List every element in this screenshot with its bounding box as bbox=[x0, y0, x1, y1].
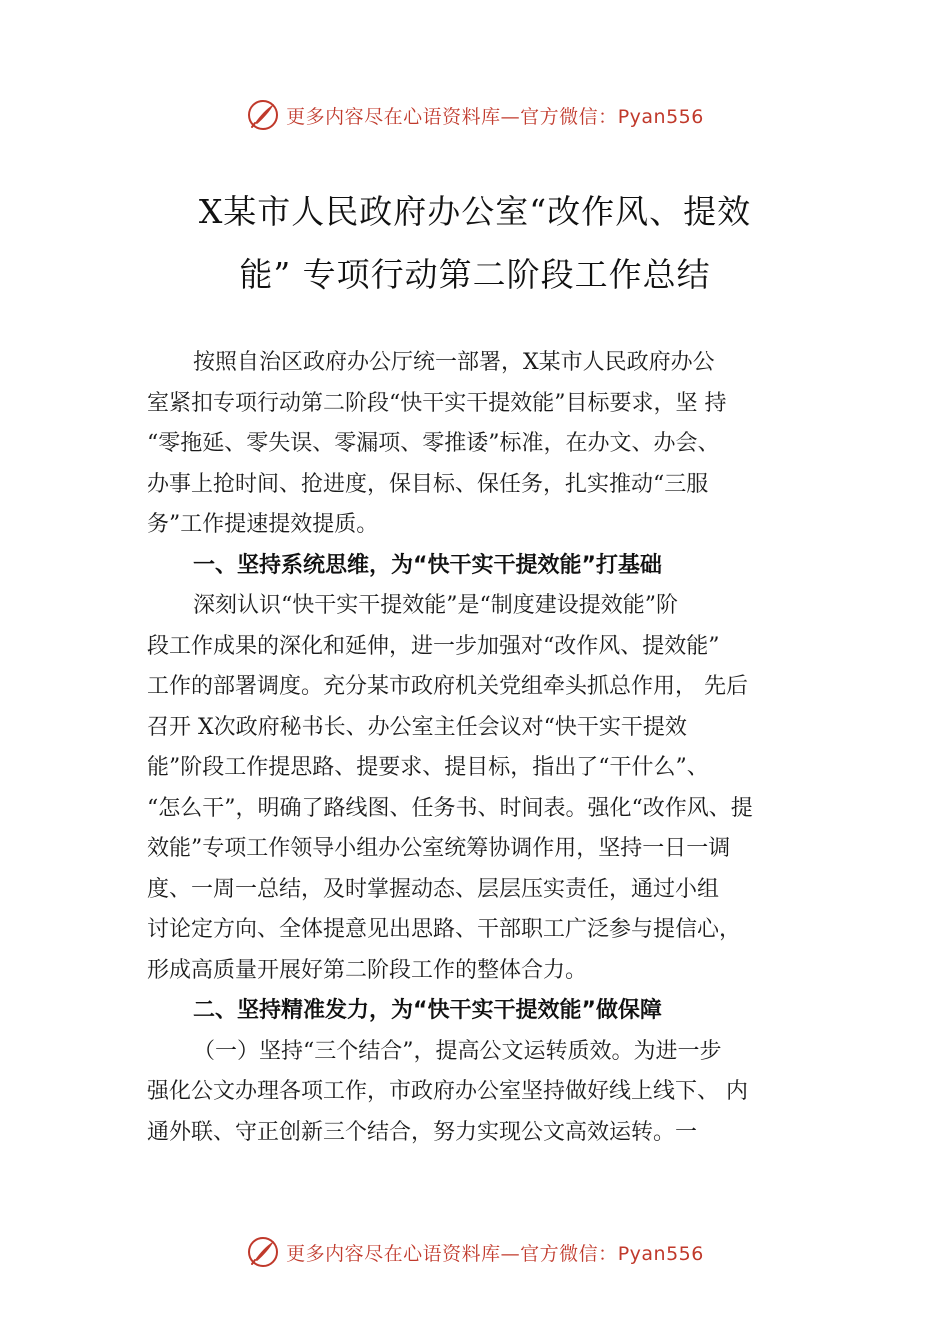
text-line: “零拖延、零失误、零漏项、零推诿”标准，在办文、办会、 bbox=[147, 431, 720, 456]
watermark-label: 官方微信： bbox=[520, 105, 618, 128]
title-line-2: 能” 专项行动第二阶段工作总结 bbox=[239, 255, 711, 294]
section-heading-2: 二、坚持精准发力，为“快干实干提效能”做保障 bbox=[193, 998, 662, 1023]
watermark-text bbox=[286, 1239, 704, 1266]
text-line: 段工作成果的深化和延伸，进一步加强对“改作风、提效能” bbox=[147, 633, 720, 659]
document-body bbox=[147, 343, 823, 1153]
text-line: 务”工作提速提效提质。 bbox=[147, 512, 379, 537]
text-line: 深刻认识“快干实干提效能”是“制度建设提效能”阶 bbox=[193, 593, 678, 618]
watermark-id: Pyan556 bbox=[617, 1242, 704, 1265]
text-line: “怎么干”，明确了路线图、任务书、时间表。强化“改作风、提 bbox=[147, 795, 753, 821]
text-line: 按照自治区政府办公厅统一部署，X某市人民政府办公 bbox=[193, 350, 715, 375]
text-line: 能”阶段工作提思路、提要求、提目标，指出了“干什么”、 bbox=[147, 755, 709, 780]
text-line: 形成高质量开展好第二阶段工作的整体合力。 bbox=[147, 957, 588, 983]
quill-logo-icon bbox=[246, 98, 280, 132]
intro-paragraph bbox=[147, 343, 823, 546]
text-line: 室紧扣专项行动第二阶段“快干实干提效能”目标要求，坚 持 bbox=[147, 390, 727, 416]
section-2-paragraph bbox=[147, 1032, 823, 1154]
watermark-header bbox=[0, 95, 950, 135]
section-1-paragraph bbox=[147, 586, 823, 991]
watermark-main: 更多内容尽在心语资料库 bbox=[286, 1242, 501, 1265]
text-line: 工作的部署调度。充分某市政府机关党组牵头抓总作用， 先后 bbox=[147, 674, 748, 699]
text-line: 效能”专项工作领导小组办公室统筹协调作用，坚持一日一调 bbox=[147, 836, 731, 861]
quill-logo-icon bbox=[246, 1235, 280, 1269]
text-line: 强化公文办理各项工作，市政府办公室坚持做好线上线下、 内 bbox=[147, 1079, 748, 1104]
watermark-separator: — bbox=[500, 105, 521, 128]
text-line: 度、一周一总结，及时掌握动态、层层压实责任，通过小组 bbox=[147, 876, 720, 902]
document-title bbox=[0, 180, 950, 306]
watermark-footer bbox=[0, 1232, 950, 1272]
text-line: （一）坚持“三个结合”，提高公文运转质效。为进一步 bbox=[193, 1038, 722, 1064]
text-line: 讨论定方向、全体提意见出思路、干部职工广泛参与提信心， bbox=[147, 917, 742, 942]
watermark-main: 更多内容尽在心语资料库 bbox=[286, 105, 501, 128]
text-line: 召开 X次政府秘书长、办公室主任会议对“快干实干提效 bbox=[147, 714, 687, 740]
title-line-1: X某市人民政府办公室“改作风、提效 bbox=[198, 192, 752, 231]
watermark-separator: — bbox=[500, 1242, 521, 1265]
text-line: 办事上抢时间、抢进度，保目标、保任务，扎实推动“三服 bbox=[147, 471, 709, 497]
watermark-id: Pyan556 bbox=[617, 105, 704, 128]
section-heading-1: 一、坚持系统思维，为“快干实干提效能”打基础 bbox=[193, 552, 662, 578]
watermark-text bbox=[286, 102, 704, 129]
text-line: 通外联、守正创新三个结合，努力实现公文高效运转。一 bbox=[147, 1119, 698, 1145]
watermark-label: 官方微信： bbox=[520, 1242, 618, 1265]
